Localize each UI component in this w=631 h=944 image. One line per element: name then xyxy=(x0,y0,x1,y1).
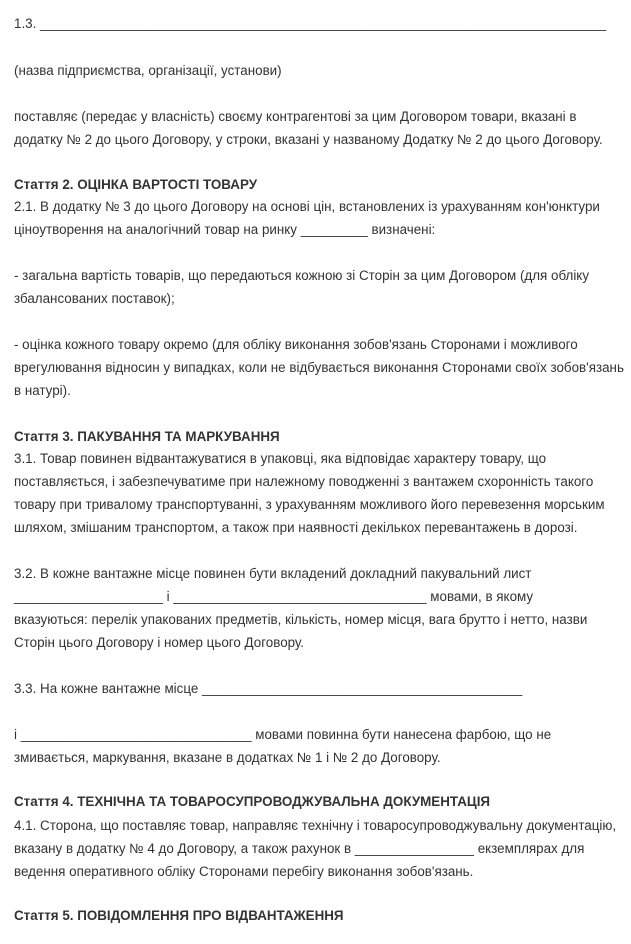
paragraph-line: в натурі). xyxy=(14,383,71,398)
paragraph-line: вказану в додатку № 4 до Договору, а також рахунок в ________________ екземплярах для xyxy=(14,841,585,856)
paragraph-line: поставляється, і забезпечуватиме при належному поводженні з вантажем схоронність такого xyxy=(14,474,594,489)
article-4-heading: Стаття 4. ТЕХНІЧНА ТА ТОВАРОСУПРОВОДЖУВАЛЬНА ДОКУМЕНТАЦІЯ xyxy=(14,794,491,809)
paragraph-line: і _______________________________ мовами повинна бути нанесена фарбою, що не xyxy=(14,727,552,742)
paragraph-line: ____________________ і __________________________________ мовами, в якому xyxy=(14,589,534,604)
paragraph-line: 2.1. В додатку № 3 до цього Договору на основі цін, встановлених із урахуванням кон'юнктури xyxy=(14,199,600,214)
paragraph-line: вказуються: перелік упакованих предметів, кількість, номер місця, вага брутто і нетто, назви xyxy=(14,612,588,627)
article-2-heading: Стаття 2. ОЦІНКА ВАРТОСТІ ТОВАРУ xyxy=(14,177,258,192)
article-5-heading: Стаття 5. ПОВІДОМЛЕННЯ ПРО ВІДВАНТАЖЕННЯ xyxy=(14,908,344,923)
paragraph-line: змивається, маркування, вказане в додатках № 1 і № 2 до Договору. xyxy=(14,750,441,765)
paragraph-line: - загальна вартість товарів, що передаються кожною зі Сторін за цим Договором (для обліку xyxy=(14,268,590,283)
clause-1-3-caption: (назва підприємства, організації, установи) xyxy=(14,63,282,78)
paragraph-line: - оцінка кожного товару окремо (для обліку виконання зобов'язань Сторонами і можливого xyxy=(14,337,578,352)
paragraph-line: товару при тривалому транспортуванні, з урахуванням можливого його перевезення морським xyxy=(14,497,605,512)
paragraph-line: 4.1. Сторона, що поставляє товар, направляє технічну і товаросупроводжувальну документацію, xyxy=(14,818,617,833)
paragraph-line: шляхом, змішаним транспортом, а також при наявності декількох перевантажень в дорозі. xyxy=(14,520,578,535)
paragraph-line: збалансованих поставок); xyxy=(14,291,175,306)
paragraph-line: 3.3. На кожне вантажне місце ___________________________________________ xyxy=(14,681,523,696)
paragraph-line: ціноутворення на аналогічний товар на ринку _________ визначені: xyxy=(14,222,436,237)
paragraph-line: 3.1. Товар повинен відвантажуватися в упаковці, яка відповідає характеру товару, що xyxy=(14,451,547,466)
article-3-heading: Стаття 3. ПАКУВАННЯ ТА МАРКУВАННЯ xyxy=(14,429,280,444)
paragraph-line: ведення оперативного обліку Сторонами перебігу виконання зобов'язань. xyxy=(14,864,474,879)
paragraph-line: врегулювання відносин у випадках, коли не відбувається виконання Сторонами своїх зобов'язань xyxy=(14,360,624,375)
paragraph-line: поставляє (передає у власність) своєму контрагентові за цим Договором товари, вказані в xyxy=(14,109,577,124)
clause-1-3-blank: 1.3. ____________________________________________________________________________ xyxy=(14,16,607,31)
paragraph-line: додатку № 2 до цього Договору, у строки, вказані у названому Додатку № 2 до цього Договору. xyxy=(14,132,603,147)
paragraph-line: 3.2. В кожне вантажне місце повинен бути вкладений докладний пакувальний лист xyxy=(14,566,532,581)
paragraph-line: Сторін цього Договору і номер цього Договору. xyxy=(14,635,305,650)
